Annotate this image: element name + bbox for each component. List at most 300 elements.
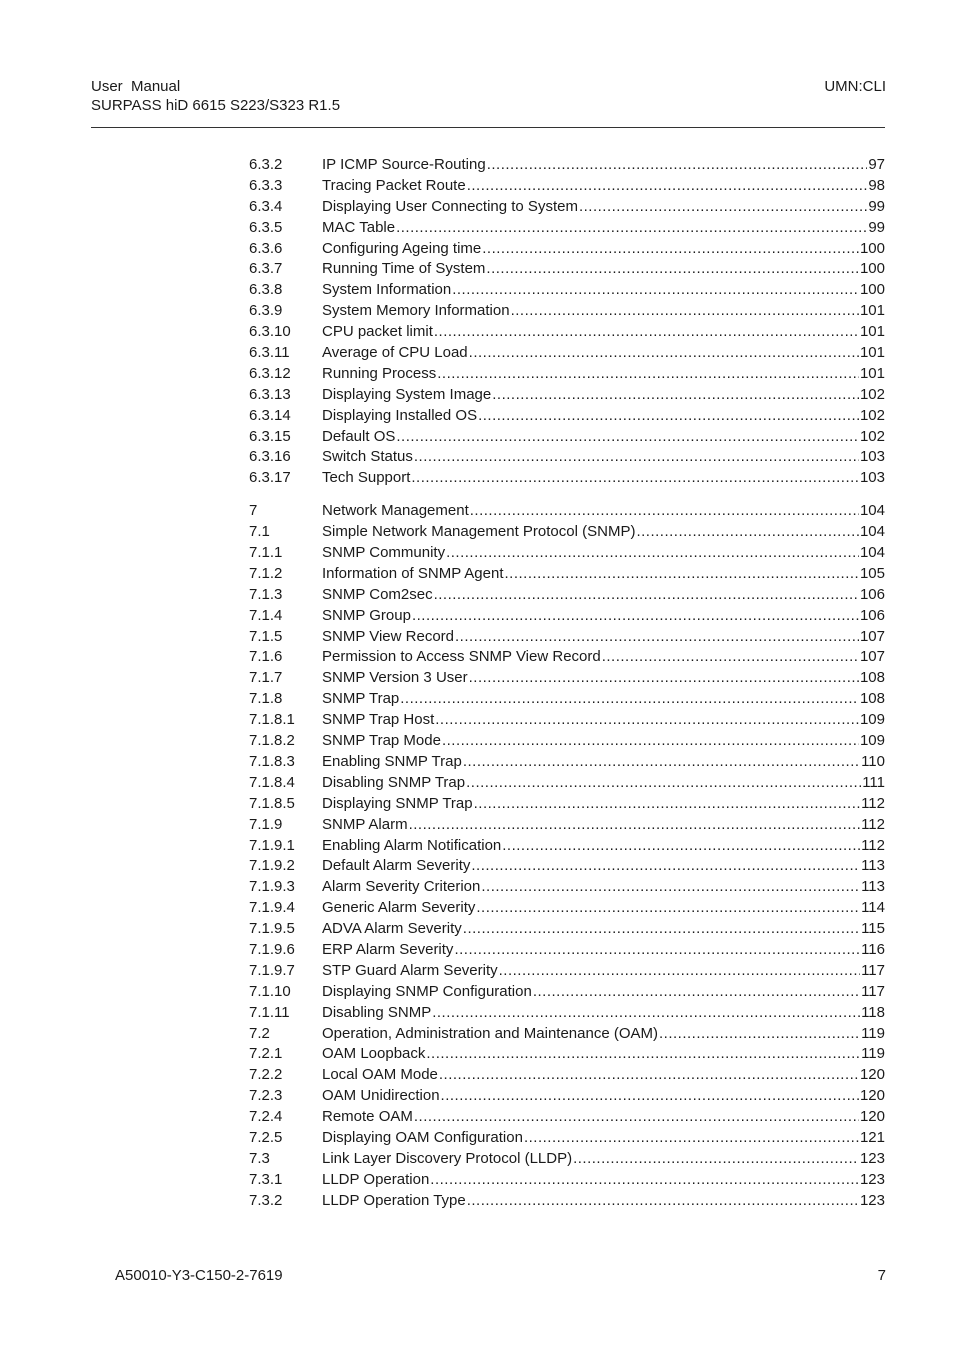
toc-entry-title[interactable]: Tracing Packet Route bbox=[322, 176, 466, 194]
toc-entry-title-wrap bbox=[322, 1170, 860, 1191]
toc-entry-number: 7.1.5 bbox=[249, 627, 283, 645]
toc-entry-page[interactable]: 102 bbox=[859, 406, 885, 424]
toc-entry-title[interactable]: Default OS bbox=[322, 427, 396, 445]
toc-entry-title-wrap bbox=[322, 710, 860, 731]
toc-entry-title[interactable]: Network Management bbox=[322, 502, 469, 520]
toc-entry-number: 7.1.8 bbox=[249, 690, 283, 708]
toc-dot-leader bbox=[502, 836, 860, 857]
toc-entry[interactable] bbox=[249, 468, 885, 489]
toc-entry[interactable] bbox=[249, 239, 885, 260]
toc-entry-title-wrap bbox=[322, 940, 861, 961]
toc-group bbox=[249, 501, 885, 1211]
toc-entry-page[interactable]: 98 bbox=[868, 176, 885, 194]
toc-entry-page[interactable]: 106 bbox=[859, 606, 885, 624]
header-product-title: SURPASS hiD 6615 S223/S323 R1.5 bbox=[91, 97, 341, 114]
toc-dot-leader bbox=[414, 1107, 859, 1128]
toc-entry-title-wrap bbox=[322, 585, 860, 606]
footer-page-number: 7 bbox=[877, 1267, 886, 1284]
toc-entry-title[interactable]: Alarm Severity Criterion bbox=[322, 878, 481, 896]
toc-entry-number: 7.1.3 bbox=[249, 585, 283, 603]
toc-entry-title-wrap bbox=[322, 815, 861, 836]
toc-entry-title-wrap bbox=[322, 1107, 860, 1128]
toc-entry-page[interactable]: 104 bbox=[859, 502, 885, 520]
toc-entry-number: 6.3.7 bbox=[249, 260, 283, 278]
toc-entry-title-wrap bbox=[322, 1149, 860, 1170]
toc-entry-number: 6.3.16 bbox=[249, 448, 291, 466]
toc-dot-leader bbox=[481, 877, 860, 898]
page-header bbox=[91, 77, 340, 115]
toc-dot-leader bbox=[396, 427, 859, 448]
toc-dot-leader bbox=[499, 961, 860, 982]
toc-dot-leader bbox=[486, 259, 859, 280]
toc-entry-number: 6.3.11 bbox=[249, 344, 290, 362]
toc-dot-leader bbox=[435, 710, 859, 731]
toc-entry[interactable] bbox=[249, 197, 885, 218]
toc-entry[interactable] bbox=[249, 1044, 885, 1065]
toc-dot-leader bbox=[505, 564, 859, 585]
toc-entry-title[interactable]: Disabling SNMP Trap bbox=[322, 773, 466, 791]
toc-entry-title-wrap bbox=[322, 564, 860, 585]
toc-entry[interactable] bbox=[249, 940, 885, 961]
toc-entry-page[interactable]: 120 bbox=[859, 1108, 885, 1126]
toc-entry-title-wrap bbox=[322, 197, 868, 218]
toc-entry-title[interactable]: SNMP Trap Mode bbox=[322, 732, 441, 750]
toc-entry[interactable] bbox=[249, 815, 885, 836]
toc-entry-number: 7.2.2 bbox=[249, 1066, 283, 1084]
toc-entry[interactable] bbox=[249, 627, 885, 648]
toc-entry[interactable] bbox=[249, 1128, 885, 1149]
toc-dot-leader bbox=[434, 322, 859, 343]
toc-entry-number: 7.1.1 bbox=[249, 544, 283, 562]
toc-entry[interactable] bbox=[249, 1024, 885, 1045]
toc-entry[interactable] bbox=[249, 773, 885, 794]
toc-dot-leader bbox=[396, 218, 867, 239]
toc-entry-title[interactable]: Displaying SNMP Trap bbox=[322, 794, 473, 812]
toc-entry-page[interactable]: 115 bbox=[861, 920, 885, 938]
toc-entry-title-wrap bbox=[322, 543, 860, 564]
toc-entry-title[interactable]: ADVA Alarm Severity bbox=[322, 920, 462, 938]
toc-entry-title[interactable]: Switch Status bbox=[322, 448, 413, 466]
toc-entry-title[interactable]: Disabling SNMP bbox=[322, 1003, 432, 1021]
toc-entry[interactable] bbox=[249, 176, 885, 197]
toc-entry[interactable] bbox=[249, 585, 885, 606]
toc-entry-title-wrap bbox=[322, 877, 861, 898]
toc-entry-number: 7.1.9.1 bbox=[249, 836, 295, 854]
toc-dot-leader bbox=[476, 898, 860, 919]
toc-entry-title[interactable]: MAC Table bbox=[322, 218, 396, 236]
toc-entry-number: 7.1.6 bbox=[249, 648, 283, 666]
toc-dot-leader bbox=[455, 627, 859, 648]
table-of-contents bbox=[249, 155, 885, 1212]
header-document-code: UMN:CLI bbox=[824, 78, 886, 95]
toc-entry-number: 7.1.4 bbox=[249, 606, 283, 624]
toc-entry[interactable] bbox=[249, 427, 885, 448]
toc-dot-leader bbox=[441, 1086, 859, 1107]
footer-document-id: A50010-Y3-C150-2-7619 bbox=[115, 1267, 283, 1284]
toc-entry-title[interactable]: Configuring Ageing time bbox=[322, 239, 482, 257]
toc-entry-page[interactable]: 102 bbox=[859, 427, 885, 445]
toc-dot-leader bbox=[454, 940, 860, 961]
toc-entry-title[interactable]: Displaying User Connecting to System bbox=[322, 197, 578, 215]
toc-dot-leader bbox=[636, 522, 859, 543]
toc-entry-title[interactable]: Running Time of System bbox=[322, 260, 486, 278]
toc-entry-title-wrap bbox=[322, 176, 868, 197]
toc-entry-title-wrap bbox=[322, 773, 862, 794]
toc-dot-leader bbox=[659, 1024, 860, 1045]
toc-group bbox=[249, 155, 885, 489]
toc-entry-title[interactable]: SNMP Trap bbox=[322, 690, 400, 708]
toc-entry-number: 7.1.11 bbox=[249, 1003, 290, 1021]
toc-entry-title[interactable]: IP ICMP Source-Routing bbox=[322, 156, 486, 173]
toc-entry-title-wrap bbox=[322, 606, 860, 627]
toc-entry-number: 6.3.8 bbox=[249, 281, 283, 299]
toc-entry-number: 7.1.9.3 bbox=[249, 878, 295, 896]
toc-dot-leader bbox=[579, 197, 867, 218]
toc-entry[interactable] bbox=[249, 1149, 885, 1170]
toc-entry-title-wrap bbox=[322, 364, 860, 385]
toc-entry-page[interactable]: 101 bbox=[859, 302, 885, 320]
toc-entry-page[interactable]: 120 bbox=[859, 1066, 885, 1084]
toc-entry-number: 7.1.8.5 bbox=[249, 794, 295, 812]
toc-entry-title[interactable]: SNMP Community bbox=[322, 544, 446, 562]
toc-entry[interactable] bbox=[249, 1065, 885, 1086]
toc-entry-title-wrap bbox=[322, 427, 860, 448]
toc-entry-title[interactable]: SNMP Group bbox=[322, 606, 411, 624]
toc-entry[interactable] bbox=[249, 668, 885, 689]
toc-entry-title-wrap bbox=[322, 1044, 861, 1065]
toc-entry[interactable] bbox=[249, 856, 885, 877]
toc-entry-title-wrap bbox=[322, 856, 861, 877]
toc-entry-title-wrap bbox=[322, 668, 860, 689]
toc-entry-number: 7.3.2 bbox=[249, 1191, 283, 1209]
toc-entry-page[interactable]: 117 bbox=[861, 982, 885, 1000]
toc-dot-leader bbox=[430, 1170, 859, 1191]
toc-dot-leader bbox=[478, 406, 859, 427]
toc-entry-title[interactable]: SNMP View Record bbox=[322, 627, 454, 645]
toc-entry-page[interactable]: 113 bbox=[861, 857, 885, 875]
toc-entry-title-wrap bbox=[322, 1191, 860, 1212]
toc-entry-title-wrap bbox=[322, 239, 860, 260]
toc-entry-title-wrap bbox=[322, 627, 860, 648]
toc-entry-page[interactable]: 123 bbox=[859, 1149, 885, 1167]
toc-entry-title-wrap bbox=[322, 1024, 861, 1045]
toc-entry-number: 7 bbox=[249, 502, 258, 520]
toc-entry-title[interactable]: Displaying OAM Configuration bbox=[322, 1128, 523, 1146]
toc-entry-page[interactable]: 101 bbox=[859, 344, 885, 362]
toc-entry-page[interactable]: 113 bbox=[861, 878, 885, 896]
toc-entry-page[interactable]: 110 bbox=[861, 752, 885, 770]
toc-entry-page[interactable]: 99 bbox=[868, 218, 885, 236]
toc-entry[interactable] bbox=[249, 898, 885, 919]
toc-dot-leader bbox=[469, 668, 859, 689]
toc-entry-page[interactable]: 109 bbox=[859, 732, 885, 750]
toc-entry-title-wrap bbox=[322, 731, 860, 752]
toc-entry-page[interactable]: 111 bbox=[862, 773, 885, 791]
toc-entry-number: 7.1.8.1 bbox=[249, 711, 295, 729]
toc-dot-leader bbox=[573, 1149, 859, 1170]
toc-entry[interactable] bbox=[249, 218, 885, 239]
toc-entry-page[interactable]: 100 bbox=[859, 260, 885, 278]
toc-entry-title[interactable]: System Information bbox=[322, 281, 452, 299]
toc-entry-title[interactable]: Tech Support bbox=[322, 469, 411, 487]
toc-entry-title[interactable]: Displaying SNMP Configuration bbox=[322, 982, 532, 1000]
toc-entry-number: 6.3.6 bbox=[249, 239, 283, 257]
toc-dot-leader bbox=[414, 447, 859, 468]
toc-dot-leader bbox=[524, 1128, 859, 1149]
toc-entry-page[interactable]: 105 bbox=[859, 564, 885, 582]
toc-entry-title-wrap bbox=[322, 982, 861, 1003]
toc-dot-leader bbox=[463, 919, 860, 940]
toc-entry[interactable] bbox=[249, 647, 885, 668]
toc-entry-title[interactable]: SNMP Trap Host bbox=[322, 711, 435, 729]
toc-entry-title-wrap bbox=[322, 1065, 860, 1086]
toc-entry[interactable] bbox=[249, 1107, 885, 1128]
toc-dot-leader bbox=[446, 543, 859, 564]
toc-entry-title-wrap bbox=[322, 343, 860, 364]
toc-entry[interactable] bbox=[249, 877, 885, 898]
toc-dot-leader bbox=[602, 647, 859, 668]
toc-entry-title-wrap bbox=[322, 919, 861, 940]
toc-dot-leader bbox=[482, 239, 859, 260]
toc-entry-number: 7.1.8.2 bbox=[249, 732, 295, 750]
toc-entry[interactable] bbox=[249, 322, 885, 343]
toc-dot-leader bbox=[409, 815, 861, 836]
toc-dot-leader bbox=[411, 468, 859, 489]
toc-entry[interactable] bbox=[249, 961, 885, 982]
toc-entry-title[interactable]: SNMP Version 3 User bbox=[322, 669, 468, 687]
toc-entry-number: 7.2.1 bbox=[249, 1045, 283, 1063]
toc-entry-title-wrap bbox=[322, 961, 861, 982]
toc-entry[interactable] bbox=[249, 1170, 885, 1191]
toc-entry-page[interactable]: 120 bbox=[859, 1087, 885, 1105]
toc-entry[interactable] bbox=[249, 752, 885, 773]
toc-entry-title[interactable]: Information of SNMP Agent bbox=[322, 564, 504, 582]
toc-entry-page[interactable]: 101 bbox=[859, 323, 885, 341]
toc-entry-title[interactable]: ERP Alarm Severity bbox=[322, 940, 454, 958]
toc-entry-page[interactable]: 106 bbox=[859, 585, 885, 603]
toc-entry-page[interactable]: 103 bbox=[859, 448, 885, 466]
toc-entry-title[interactable]: SNMP Alarm bbox=[322, 815, 408, 833]
toc-entry-page[interactable]: 114 bbox=[861, 899, 885, 917]
toc-entry-number: 6.3.13 bbox=[249, 385, 291, 403]
toc-entry-page[interactable]: 121 bbox=[859, 1128, 885, 1146]
toc-entry[interactable] bbox=[249, 606, 885, 627]
toc-entry[interactable] bbox=[249, 836, 885, 857]
toc-entry-title-wrap bbox=[322, 447, 860, 468]
toc-entry[interactable] bbox=[249, 259, 885, 280]
toc-entry-title-wrap bbox=[322, 259, 860, 280]
toc-dot-leader bbox=[412, 606, 859, 627]
toc-entry-number: 7.1.9.5 bbox=[249, 920, 295, 938]
toc-entry-page[interactable]: 116 bbox=[861, 940, 885, 958]
toc-entry[interactable] bbox=[249, 564, 885, 585]
toc-entry-title[interactable]: Displaying System Image bbox=[322, 385, 492, 403]
toc-entry-title[interactable]: Local OAM Mode bbox=[322, 1066, 438, 1084]
toc-entry[interactable] bbox=[249, 522, 885, 543]
toc-entry-title[interactable]: Link Layer Discovery Protocol (LLDP) bbox=[322, 1149, 573, 1167]
toc-entry-page[interactable]: 101 bbox=[859, 364, 885, 382]
toc-entry[interactable] bbox=[249, 1086, 885, 1107]
toc-dot-leader bbox=[426, 1044, 860, 1065]
toc-entry-title[interactable]: STP Guard Alarm Severity bbox=[322, 961, 498, 979]
toc-dot-leader bbox=[452, 280, 859, 301]
toc-entry-title[interactable]: SNMP Com2sec bbox=[322, 585, 433, 603]
toc-entry-title[interactable]: Running Process bbox=[322, 364, 437, 382]
toc-dot-leader bbox=[467, 176, 868, 197]
toc-entry-title-wrap bbox=[322, 155, 868, 176]
toc-entry-number: 7.3 bbox=[249, 1149, 270, 1167]
toc-entry-number: 6.3.12 bbox=[249, 364, 291, 382]
toc-entry-title-wrap bbox=[322, 385, 860, 406]
toc-entry-page[interactable]: 119 bbox=[861, 1024, 885, 1042]
toc-entry-title[interactable]: OAM Loopback bbox=[322, 1045, 426, 1063]
toc-entry[interactable] bbox=[249, 280, 885, 301]
toc-entry-number: 7.2.5 bbox=[249, 1128, 283, 1146]
toc-dot-leader bbox=[439, 1065, 859, 1086]
toc-entry-title[interactable]: Simple Network Management Protocol (SNMP) bbox=[322, 523, 636, 541]
toc-entry-number: 7.1.8.3 bbox=[249, 752, 295, 770]
toc-entry-title-wrap bbox=[322, 689, 860, 710]
toc-entry[interactable] bbox=[249, 689, 885, 710]
toc-dot-leader bbox=[437, 364, 859, 385]
toc-entry[interactable] bbox=[249, 364, 885, 385]
toc-entry-title-wrap bbox=[322, 322, 860, 343]
toc-entry[interactable] bbox=[249, 731, 885, 752]
toc-entry-page[interactable]: 100 bbox=[859, 239, 885, 257]
toc-dot-leader bbox=[467, 1191, 859, 1212]
toc-entry-title[interactable]: Displaying Installed OS bbox=[322, 406, 478, 424]
toc-entry-title-wrap bbox=[322, 280, 860, 301]
toc-entry-number: 7.1.9.4 bbox=[249, 899, 295, 917]
toc-entry-page[interactable]: 99 bbox=[868, 197, 885, 215]
toc-entry-page[interactable]: 112 bbox=[861, 815, 885, 833]
toc-entry-title[interactable]: System Memory Information bbox=[322, 302, 510, 320]
toc-entry-title[interactable]: Average of CPU Load bbox=[322, 344, 468, 362]
toc-entry-page[interactable]: 112 bbox=[861, 836, 885, 854]
toc-entry-number: 6.3.14 bbox=[249, 406, 291, 424]
toc-entry-page[interactable]: 102 bbox=[859, 385, 885, 403]
toc-dot-leader bbox=[470, 501, 859, 522]
toc-entry-page[interactable]: 104 bbox=[859, 544, 885, 562]
toc-entry-number: 6.3.9 bbox=[249, 302, 283, 320]
toc-entry-number: 7.1.7 bbox=[249, 669, 283, 687]
header-divider bbox=[91, 127, 885, 128]
toc-entry-number: 7.2.3 bbox=[249, 1087, 283, 1105]
toc-entry-page[interactable]: 97 bbox=[868, 156, 885, 173]
toc-entry-title-wrap bbox=[322, 752, 861, 773]
toc-entry-title-wrap bbox=[322, 1003, 861, 1024]
toc-dot-leader bbox=[469, 343, 859, 364]
toc-entry-number: 7.1.9.2 bbox=[249, 857, 295, 875]
toc-dot-leader bbox=[487, 155, 868, 176]
toc-entry[interactable] bbox=[249, 155, 885, 176]
toc-entry[interactable] bbox=[249, 794, 885, 815]
toc-entry[interactable] bbox=[249, 385, 885, 406]
toc-entry-title-wrap bbox=[322, 301, 860, 322]
toc-entry-page[interactable]: 119 bbox=[861, 1045, 885, 1063]
toc-entry[interactable] bbox=[249, 1003, 885, 1024]
toc-entry-number: 7.1 bbox=[249, 523, 270, 541]
toc-entry-page[interactable]: 109 bbox=[859, 711, 885, 729]
toc-entry[interactable] bbox=[249, 447, 885, 468]
toc-entry[interactable] bbox=[249, 1191, 885, 1212]
toc-entry[interactable] bbox=[249, 982, 885, 1003]
toc-entry[interactable] bbox=[249, 710, 885, 731]
toc-dot-leader bbox=[442, 731, 859, 752]
toc-entry-title[interactable]: Enabling SNMP Trap bbox=[322, 752, 462, 770]
header-document-type: User Manual bbox=[91, 78, 181, 95]
toc-entry-title-wrap bbox=[322, 501, 860, 522]
toc-entry-title[interactable]: Enabling Alarm Notification bbox=[322, 836, 502, 854]
toc-entry[interactable] bbox=[249, 501, 885, 522]
toc-entry-page[interactable]: 118 bbox=[861, 1003, 885, 1021]
toc-entry-page[interactable]: 112 bbox=[861, 794, 885, 812]
toc-entry-title[interactable]: LLDP Operation bbox=[322, 1170, 430, 1188]
toc-entry[interactable] bbox=[249, 343, 885, 364]
toc-entry-page[interactable]: 107 bbox=[859, 648, 885, 666]
toc-entry-title[interactable]: Permission to Access SNMP View Record bbox=[322, 648, 601, 666]
toc-entry-title[interactable]: LLDP Operation Type bbox=[322, 1191, 466, 1209]
toc-entry[interactable] bbox=[249, 406, 885, 427]
toc-entry-number: 6.3.3 bbox=[249, 176, 283, 194]
toc-entry-title-wrap bbox=[322, 794, 861, 815]
toc-dot-leader bbox=[463, 752, 860, 773]
toc-entry-number: 7.1.2 bbox=[249, 564, 283, 582]
toc-entry[interactable] bbox=[249, 301, 885, 322]
toc-entry[interactable] bbox=[249, 919, 885, 940]
toc-entry-number: 6.3.2 bbox=[249, 156, 283, 173]
toc-entry-page[interactable]: 117 bbox=[861, 961, 885, 979]
toc-entry-title-wrap bbox=[322, 406, 860, 427]
toc-entry-page[interactable]: 123 bbox=[859, 1170, 885, 1188]
toc-entry-title[interactable]: Remote OAM bbox=[322, 1108, 413, 1126]
toc-entry-page[interactable]: 108 bbox=[859, 690, 885, 708]
toc-entry-title[interactable]: Generic Alarm Severity bbox=[322, 899, 476, 917]
toc-entry-title-wrap bbox=[322, 522, 860, 543]
toc-dot-leader bbox=[511, 301, 859, 322]
toc-entry-title-wrap bbox=[322, 468, 860, 489]
toc-entry-number: 6.3.17 bbox=[249, 469, 291, 487]
toc-entry-title[interactable]: Operation, Administration and Maintenance (OAM) bbox=[322, 1024, 658, 1042]
toc-entry-number: 7.1.8.4 bbox=[249, 773, 295, 791]
toc-entry-title-wrap bbox=[322, 218, 868, 239]
toc-entry-page[interactable]: 107 bbox=[859, 627, 885, 645]
toc-dot-leader bbox=[432, 1003, 860, 1024]
toc-entry-title[interactable]: Default Alarm Severity bbox=[322, 857, 471, 875]
toc-entry-page[interactable]: 100 bbox=[859, 281, 885, 299]
toc-dot-leader bbox=[533, 982, 860, 1003]
toc-entry-page[interactable]: 108 bbox=[859, 669, 885, 687]
toc-entry-number: 6.3.4 bbox=[249, 197, 283, 215]
toc-entry-title[interactable]: CPU packet limit bbox=[322, 323, 433, 341]
toc-entry-title[interactable]: OAM Unidirection bbox=[322, 1087, 440, 1105]
toc-entry-page[interactable]: 104 bbox=[859, 523, 885, 541]
toc-entry[interactable] bbox=[249, 543, 885, 564]
toc-entry-title-wrap bbox=[322, 1128, 860, 1149]
toc-entry-title-wrap bbox=[322, 898, 861, 919]
toc-entry-number: 6.3.5 bbox=[249, 218, 283, 236]
toc-entry-title-wrap bbox=[322, 836, 861, 857]
toc-dot-leader bbox=[492, 385, 859, 406]
toc-entry-page[interactable]: 103 bbox=[859, 469, 885, 487]
toc-dot-leader bbox=[400, 689, 859, 710]
toc-dot-leader bbox=[471, 856, 860, 877]
toc-entry-number: 7.1.9.7 bbox=[249, 961, 295, 979]
toc-entry-number: 7.1.10 bbox=[249, 982, 291, 1000]
toc-entry-title-wrap bbox=[322, 1086, 860, 1107]
toc-entry-number: 7.1.9 bbox=[249, 815, 283, 833]
toc-entry-page[interactable]: 123 bbox=[859, 1191, 885, 1209]
